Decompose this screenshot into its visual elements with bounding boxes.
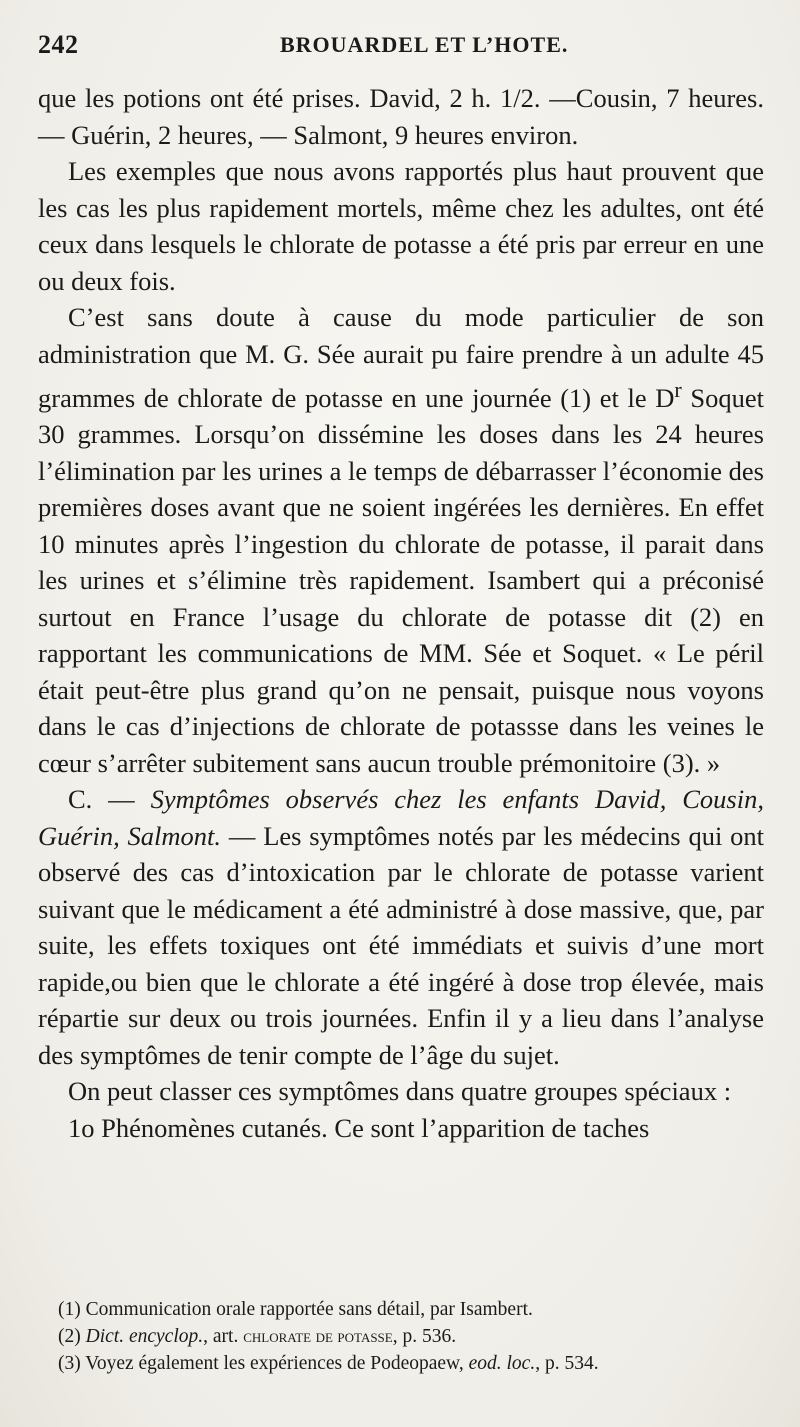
body-text xyxy=(38,80,764,1146)
paragraph-1: que les potions ont été prises. David, 2 h. 1/2. —Cousin, 7 heures.— Guérin, 2 heures, — Salmont, 9 heures environ. xyxy=(38,83,764,150)
footnote-3-text: (3) Voyez également les expériences de Podeopaew, xyxy=(58,1353,469,1374)
paragraph-6: 1o Phénomènes cutanés. Ce sont l’apparition de taches xyxy=(68,1112,650,1143)
paragraph-4 xyxy=(38,781,764,1073)
footnote-2 xyxy=(58,1323,768,1350)
footnote-3-page: , p. 534. xyxy=(535,1353,599,1374)
footnote-2-source: Dict. encyclop. xyxy=(85,1326,204,1347)
footnote-2-page: , p. 536. xyxy=(392,1326,457,1347)
page-number: 242 xyxy=(38,30,79,59)
footnote-3 xyxy=(58,1350,768,1377)
paragraph-4-text: — Les symptômes notés par les médecins qui ont observé des cas d’intoxication par le chlorate de potasse varient suivant que le médicament a été administré à dose massive, que, par suite, les effets toxiques ont été immédiats et suivis d’une mort rapide,ou bien que le chlorate a été ingéré à dose trop élevée, mais répartie sur deux ou trois journées. Enfin il y a lieu dans l’analyse des symptômes de tenir compte de l’âge du sujet. xyxy=(38,820,765,1070)
paragraph-2: Les exemples que nous avons rapportés plus haut prouvent que les cas les plus rapidement mortels, même chez les adultes, ont été ceux dans lesquels le chlorate de potasse a été pris par erreur en une ou deux fois. xyxy=(38,156,764,296)
footnote-2-number: (2) xyxy=(58,1326,86,1347)
paragraph-3-part-a: C’est sans doute à cause du mode particulier de son administration que M. G. Sée aurait pu faire prendre à un adulte 45 grammes de chlorate de potasse en une journée (1) et le D xyxy=(38,302,764,413)
footnotes xyxy=(58,1296,768,1377)
footnote-2-mid: , art. xyxy=(203,1326,244,1347)
section-label: C. — xyxy=(68,784,151,815)
page-header xyxy=(38,30,758,66)
footnote-2-article: chlorate de potasse xyxy=(243,1326,393,1346)
section-title: Symptômes observés chez les enfants David, Cousin, Guérin, Salmont. xyxy=(38,784,764,851)
footnote-1: (1) Communication orale rapportée sans détail, par Isambert. xyxy=(58,1299,533,1320)
footnote-3-loc: eod. loc. xyxy=(468,1353,536,1374)
paragraph-3-part-b: Soquet 30 grammes. Lorsqu’on dissémine les doses dans les 24 heures l’élimination par les urines a le temps de débarrasser l’économie des premières doses avant que ne soient ingérées les dernières. En effet 10 minutes après l’ingestion du chlorate de potasse, il parait dans les urines et s’élimine très rapidement. Isambert qui a préconisé surtout en France l’usage du chlorate de potasse dit (2) en rapportant les communications de MM. Sée et Soquet. « Le péril était peut-être plus grand qu’on ne pensait, puisque nous voyons dans le cas d’injections de chlorate de potassse dans les veines le cœur s’arrêter subitement sans aucun trouble prémonitoire (3). » xyxy=(38,382,764,778)
paragraph-3 xyxy=(38,299,764,781)
running-head: BROUARDEL ET L’HOTE. xyxy=(280,32,569,57)
doctor-superscript: r xyxy=(674,377,682,402)
paragraph-5: On peut classer ces symptômes dans quatre groupes spéciaux : xyxy=(68,1076,732,1107)
